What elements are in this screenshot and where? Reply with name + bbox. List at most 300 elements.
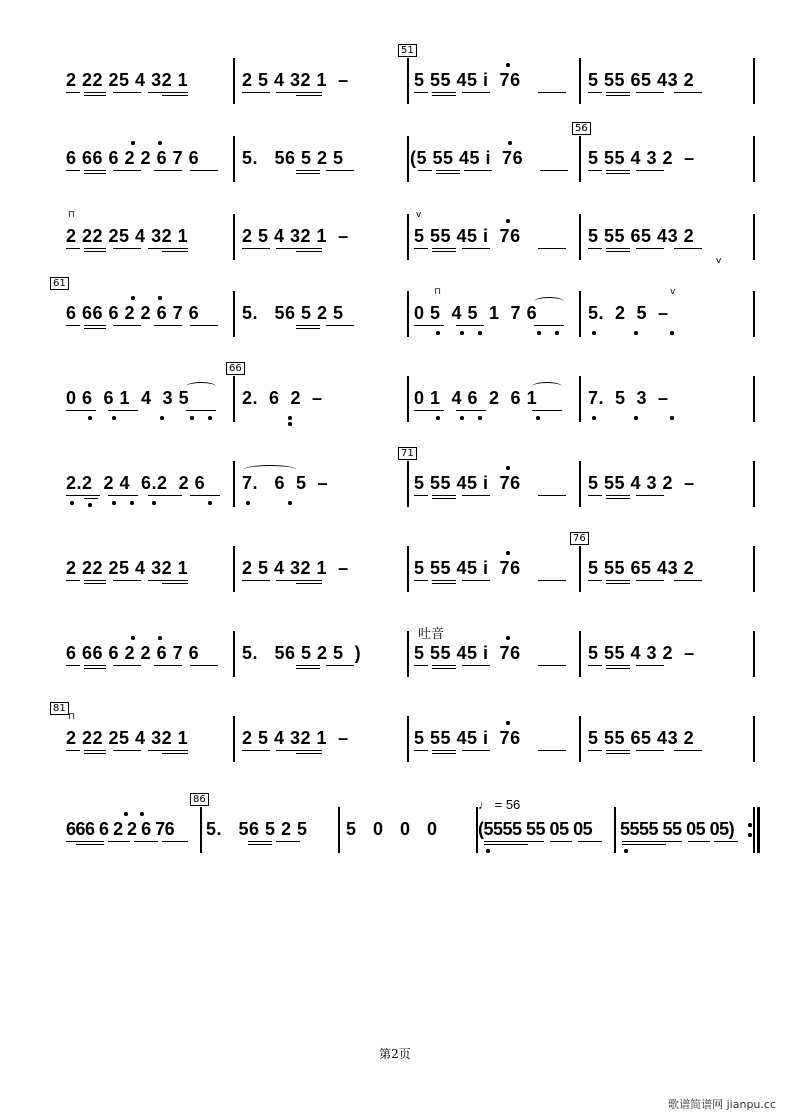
- barline: [579, 461, 581, 507]
- underline: [636, 665, 664, 666]
- underline: [84, 173, 106, 174]
- measure-number-box: 66: [226, 362, 245, 375]
- final-barline-thin: [753, 807, 755, 853]
- low-octave-dot: [624, 849, 628, 853]
- underline: [148, 580, 188, 581]
- barline: [233, 136, 235, 182]
- underline: [162, 841, 188, 842]
- bow-mark: ⊓: [434, 287, 442, 297]
- low-octave-dot: [152, 501, 156, 505]
- measure-2: 7. 6 5 –: [242, 473, 329, 493]
- underline: [84, 328, 106, 329]
- tempo-marking: [478, 797, 520, 812]
- underline: [242, 580, 270, 581]
- underline: [432, 498, 456, 499]
- low-octave-dot: [112, 416, 116, 420]
- underline: [84, 248, 106, 249]
- underline: [108, 841, 130, 842]
- high-octave-dot: [506, 63, 510, 67]
- barline: [233, 546, 235, 592]
- barline: [753, 461, 755, 507]
- barline: [753, 291, 755, 337]
- barline: [579, 58, 581, 104]
- measure-number-box: 86: [190, 793, 209, 806]
- barline: [753, 214, 755, 260]
- low-octave-dot: [160, 416, 164, 420]
- barline: [233, 291, 235, 337]
- underline: [538, 495, 566, 496]
- underline: [636, 92, 664, 93]
- underline: [436, 173, 460, 174]
- score-row-2: [0, 123, 790, 218]
- underline: [464, 170, 492, 171]
- barline: [753, 58, 755, 104]
- low-octave-dot: [460, 416, 464, 420]
- underline: [66, 248, 80, 249]
- low-octave-dot: [670, 331, 674, 335]
- measure-1: 6 66 6 2 2 6 7 6: [66, 148, 200, 168]
- high-octave-dot: [506, 219, 510, 223]
- underline: [296, 173, 320, 174]
- underline: [588, 665, 602, 666]
- underline: [66, 410, 96, 411]
- underline: [66, 170, 80, 171]
- barline: [338, 807, 340, 853]
- barline: [200, 807, 202, 853]
- underline: [84, 498, 98, 499]
- low-octave-dot: [478, 331, 482, 335]
- low-octave-dot: [130, 501, 134, 505]
- underline: [326, 325, 354, 326]
- underline: [432, 583, 456, 584]
- underline: [84, 668, 106, 669]
- high-octave-dot: [131, 296, 135, 300]
- measure-2: 2 5 4 32 1 –: [242, 226, 349, 246]
- low-octave-dot: [288, 422, 292, 426]
- underline: [84, 583, 106, 584]
- low-octave-dot: [460, 331, 464, 335]
- measure-number-box: 71: [398, 447, 417, 460]
- measure-3: 5 55 45 i 76: [414, 473, 521, 493]
- low-octave-dot: [436, 331, 440, 335]
- measure-3: 5 0 0 0: [346, 819, 438, 839]
- underline: [113, 325, 141, 326]
- high-octave-dot: [508, 141, 512, 145]
- measure-2: 2 5 4 32 1 –: [242, 70, 349, 90]
- underline: [714, 841, 738, 842]
- measure-1: 2 22 25 4 32 1: [66, 70, 189, 90]
- low-octave-dot: [88, 416, 92, 420]
- underline: [636, 170, 664, 171]
- underline: [414, 248, 428, 249]
- high-octave-dot: [506, 551, 510, 555]
- underline: [148, 92, 188, 93]
- underline: [162, 95, 188, 96]
- underline: [84, 92, 106, 93]
- underline: [186, 410, 216, 411]
- underline: [456, 325, 484, 326]
- underline: [113, 170, 141, 171]
- measure-number-box: 51: [398, 44, 417, 57]
- underline: [162, 753, 188, 754]
- underline: [538, 248, 566, 249]
- measure-4: (5555 55 05 05: [478, 819, 593, 839]
- underline: [84, 665, 106, 666]
- underline: [532, 410, 562, 411]
- underline: [190, 170, 218, 171]
- underline: [84, 170, 106, 171]
- measure-3: 0 5 4 5 1 7 6: [414, 303, 538, 323]
- underline: [606, 750, 630, 751]
- underline: [66, 580, 80, 581]
- barline: [233, 214, 235, 260]
- measure-4: 5 55 65 43 2: [588, 558, 695, 578]
- underline: [148, 495, 182, 496]
- breath-mark: v: [416, 210, 422, 220]
- underline: [276, 750, 322, 751]
- measure-1: 666 6 2 2 6 76: [66, 819, 175, 839]
- measure-number-box: 81: [50, 702, 69, 715]
- underline: [538, 92, 566, 93]
- underline: [674, 750, 702, 751]
- underline: [113, 750, 141, 751]
- underline: [588, 92, 602, 93]
- barline: [407, 716, 409, 762]
- underline: [84, 753, 106, 754]
- underline: [636, 248, 664, 249]
- measure-number-box: 56: [572, 122, 591, 135]
- underline: [84, 750, 106, 751]
- underline: [606, 498, 630, 499]
- underline: [538, 580, 566, 581]
- low-octave-dot: [555, 331, 559, 335]
- barline: [407, 461, 409, 507]
- underline: [414, 410, 444, 411]
- barline: [407, 631, 409, 677]
- underline: [414, 750, 428, 751]
- underline: [190, 325, 218, 326]
- underline: [248, 841, 272, 842]
- underline: [113, 92, 141, 93]
- slur: [186, 382, 216, 391]
- bow-mark: ⊓: [68, 210, 76, 220]
- underline: [414, 495, 428, 496]
- underline: [84, 95, 106, 96]
- watermark: 歌谱简谱网 jianpu.cc: [668, 1098, 776, 1111]
- measure-number-box: 76: [570, 532, 589, 545]
- barline: [579, 376, 581, 422]
- measure-3: 5 55 45 i 76: [414, 728, 521, 748]
- underline: [296, 170, 320, 171]
- page-number: 第2页: [379, 1047, 411, 1061]
- underline: [190, 665, 218, 666]
- measure-5: 5555 55 05 05): [620, 819, 735, 839]
- measure-4: 7. 5 3 –: [588, 388, 669, 408]
- underline: [248, 844, 272, 845]
- high-octave-dot: [158, 141, 162, 145]
- underline: [84, 251, 106, 252]
- underline: [606, 248, 630, 249]
- underline: [296, 328, 320, 329]
- measure-3: 5 55 45 i 76: [414, 70, 521, 90]
- underline: [148, 248, 188, 249]
- score-row-6: [0, 448, 790, 543]
- underline: [134, 841, 158, 842]
- underline: [606, 580, 630, 581]
- underline: [674, 92, 702, 93]
- low-octave-dot: [208, 416, 212, 420]
- underline: [296, 325, 320, 326]
- underline: [636, 495, 664, 496]
- underline: [148, 750, 188, 751]
- score-row-7: [0, 533, 790, 628]
- barline: [579, 291, 581, 337]
- barline: [753, 546, 755, 592]
- underline: [462, 750, 490, 751]
- underline: [66, 495, 100, 496]
- underline: [606, 583, 630, 584]
- barline: [233, 376, 235, 422]
- underline: [242, 750, 270, 751]
- high-octave-dot: [140, 812, 144, 816]
- high-octave-dot: [506, 466, 510, 470]
- measure-2: 2 5 4 32 1 –: [242, 728, 349, 748]
- low-octave-dot: [208, 501, 212, 505]
- measure-4: 5 55 65 43 2: [588, 226, 695, 246]
- underline: [636, 750, 664, 751]
- underline: [534, 325, 564, 326]
- measure-4: 5 55 4 3 2 –: [588, 148, 695, 168]
- underline: [276, 580, 322, 581]
- high-octave-dot: [131, 141, 135, 145]
- measure-1: 2 22 25 4 32 1: [66, 558, 189, 578]
- underline: [162, 583, 188, 584]
- score-row-5: [0, 363, 790, 458]
- high-octave-dot: [506, 636, 510, 640]
- underline: [606, 251, 630, 252]
- bow-mark: ⊓: [68, 712, 76, 722]
- underline: [550, 841, 572, 842]
- barline: [579, 546, 581, 592]
- barline: [753, 136, 755, 182]
- measure-1: 0 6 6 1 4 3 5: [66, 388, 190, 408]
- measure-3: 5 55 45 i 76: [414, 643, 521, 663]
- underline: [242, 92, 270, 93]
- barline: [233, 716, 235, 762]
- measure-4: 5 55 65 43 2: [588, 728, 695, 748]
- underline: [432, 92, 456, 93]
- underline: [436, 170, 460, 171]
- underline: [326, 170, 354, 171]
- underline: [418, 170, 432, 171]
- underline: [414, 325, 444, 326]
- underline: [622, 841, 682, 842]
- underline: [578, 841, 602, 842]
- score-row-10: [0, 794, 790, 889]
- measure-3: 5 55 45 i 76: [414, 226, 521, 246]
- underline: [432, 750, 456, 751]
- repeat-dot: [748, 823, 752, 827]
- underline: [154, 665, 182, 666]
- slur: [532, 382, 562, 391]
- underline: [462, 248, 490, 249]
- score-row-4: [0, 278, 790, 373]
- score-row-8: [0, 627, 790, 713]
- final-barline-thick: [757, 807, 760, 853]
- measure-4: 5 55 4 3 2 –: [588, 643, 695, 663]
- underline: [113, 580, 141, 581]
- barline: [407, 376, 409, 422]
- high-octave-dot: [124, 812, 128, 816]
- underline: [540, 170, 568, 171]
- underline: [84, 580, 106, 581]
- underline: [326, 665, 354, 666]
- measure-2: 5. 56 5 2 5: [242, 148, 344, 168]
- underline: [414, 92, 428, 93]
- underline: [462, 495, 490, 496]
- underline: [66, 92, 80, 93]
- underline: [588, 580, 602, 581]
- repeat-dot: [748, 833, 752, 837]
- underline: [538, 665, 566, 666]
- barline: [579, 136, 581, 182]
- underline: [108, 495, 138, 496]
- barline: [579, 716, 581, 762]
- low-octave-dot: [70, 501, 74, 505]
- underline: [296, 95, 322, 96]
- measure-1: 2 22 25 4 32 1: [66, 728, 189, 748]
- breath-mark: v: [716, 256, 722, 266]
- underline: [432, 665, 456, 666]
- measure-2: 2. 6 2 –: [242, 388, 323, 408]
- underline: [414, 665, 428, 666]
- barline: [407, 136, 409, 182]
- underline: [296, 753, 322, 754]
- underline: [432, 753, 456, 754]
- underline: [606, 95, 630, 96]
- underline: [674, 248, 702, 249]
- low-octave-dot: [486, 849, 490, 853]
- underline: [162, 251, 188, 252]
- measure-4: 5 55 4 3 2 –: [588, 473, 695, 493]
- underline: [622, 844, 666, 845]
- barline: [407, 214, 409, 260]
- underline: [66, 665, 80, 666]
- underline: [606, 92, 630, 93]
- underline: [108, 410, 138, 411]
- underline: [276, 92, 322, 93]
- low-octave-dot: [537, 331, 541, 335]
- measure-1: 2 22 25 4 32 1: [66, 226, 189, 246]
- high-octave-dot: [506, 721, 510, 725]
- measure-3: 0 1 4 6 2 6 1: [414, 388, 538, 408]
- high-octave-dot: [131, 636, 135, 640]
- underline: [296, 668, 320, 669]
- articulation-annotation: 吐音: [418, 627, 445, 642]
- low-octave-dot: [634, 416, 638, 420]
- underline: [484, 841, 544, 842]
- underline: [242, 248, 270, 249]
- underline: [606, 170, 630, 171]
- measure-2: 5. 56 5 2 5: [206, 819, 308, 839]
- underline: [276, 841, 300, 842]
- underline: [484, 844, 528, 845]
- underline: [606, 753, 630, 754]
- underline: [154, 325, 182, 326]
- measure-2: 5. 56 5 2 5 ): [242, 643, 362, 663]
- underline: [432, 95, 456, 96]
- underline: [688, 841, 710, 842]
- barline: [753, 631, 755, 677]
- measure-3: (5 55 45 i 76: [410, 148, 524, 168]
- barline: [614, 807, 616, 853]
- measure-4: 5. 2 5 –: [588, 303, 669, 323]
- low-octave-dot: [112, 501, 116, 505]
- underline: [674, 580, 702, 581]
- low-octave-dot: [288, 501, 292, 505]
- low-octave-dot: [190, 416, 194, 420]
- barline: [233, 58, 235, 104]
- measure-1: 6 66 6 2 2 6 7 6: [66, 303, 200, 323]
- breath-mark: v: [670, 287, 676, 297]
- underline: [462, 665, 490, 666]
- underline: [66, 841, 104, 842]
- measure-number-box: 61: [50, 277, 69, 290]
- underline: [462, 580, 490, 581]
- high-octave-dot: [158, 296, 162, 300]
- underline: [606, 173, 630, 174]
- measure-2: 2 5 4 32 1 –: [242, 558, 349, 578]
- underline: [456, 410, 486, 411]
- underline: [414, 580, 428, 581]
- measure-3: 5 55 45 i 76: [414, 558, 521, 578]
- score-row-9: [0, 703, 790, 798]
- underline: [66, 325, 80, 326]
- low-octave-dot: [670, 416, 674, 420]
- measure-1: 2.2 2 4 6.2 2 6: [66, 473, 206, 493]
- underline: [190, 495, 220, 496]
- low-octave-dot: [288, 416, 292, 420]
- underline: [588, 248, 602, 249]
- measure-2: 5. 56 5 2 5: [242, 303, 344, 323]
- barline: [407, 58, 409, 104]
- underline: [76, 844, 104, 845]
- measure-4: 5 55 65 43 2: [588, 70, 695, 90]
- underline: [432, 668, 456, 669]
- barline: [579, 214, 581, 260]
- underline: [276, 248, 322, 249]
- barline: [407, 291, 409, 337]
- low-octave-dot: [592, 416, 596, 420]
- underline: [432, 580, 456, 581]
- underline: [636, 580, 664, 581]
- underline: [84, 325, 106, 326]
- measure-1: 6 66 6 2 2 6 7 6: [66, 643, 200, 663]
- high-octave-dot: [158, 636, 162, 640]
- barline: [233, 631, 235, 677]
- underline: [432, 251, 456, 252]
- underline: [588, 170, 602, 171]
- barline: [233, 461, 235, 507]
- underline: [296, 665, 320, 666]
- underline: [462, 92, 490, 93]
- underline: [113, 248, 141, 249]
- low-octave-dot: [536, 416, 540, 420]
- underline: [296, 251, 322, 252]
- underline: [588, 495, 602, 496]
- underline: [66, 750, 80, 751]
- barline: [579, 631, 581, 677]
